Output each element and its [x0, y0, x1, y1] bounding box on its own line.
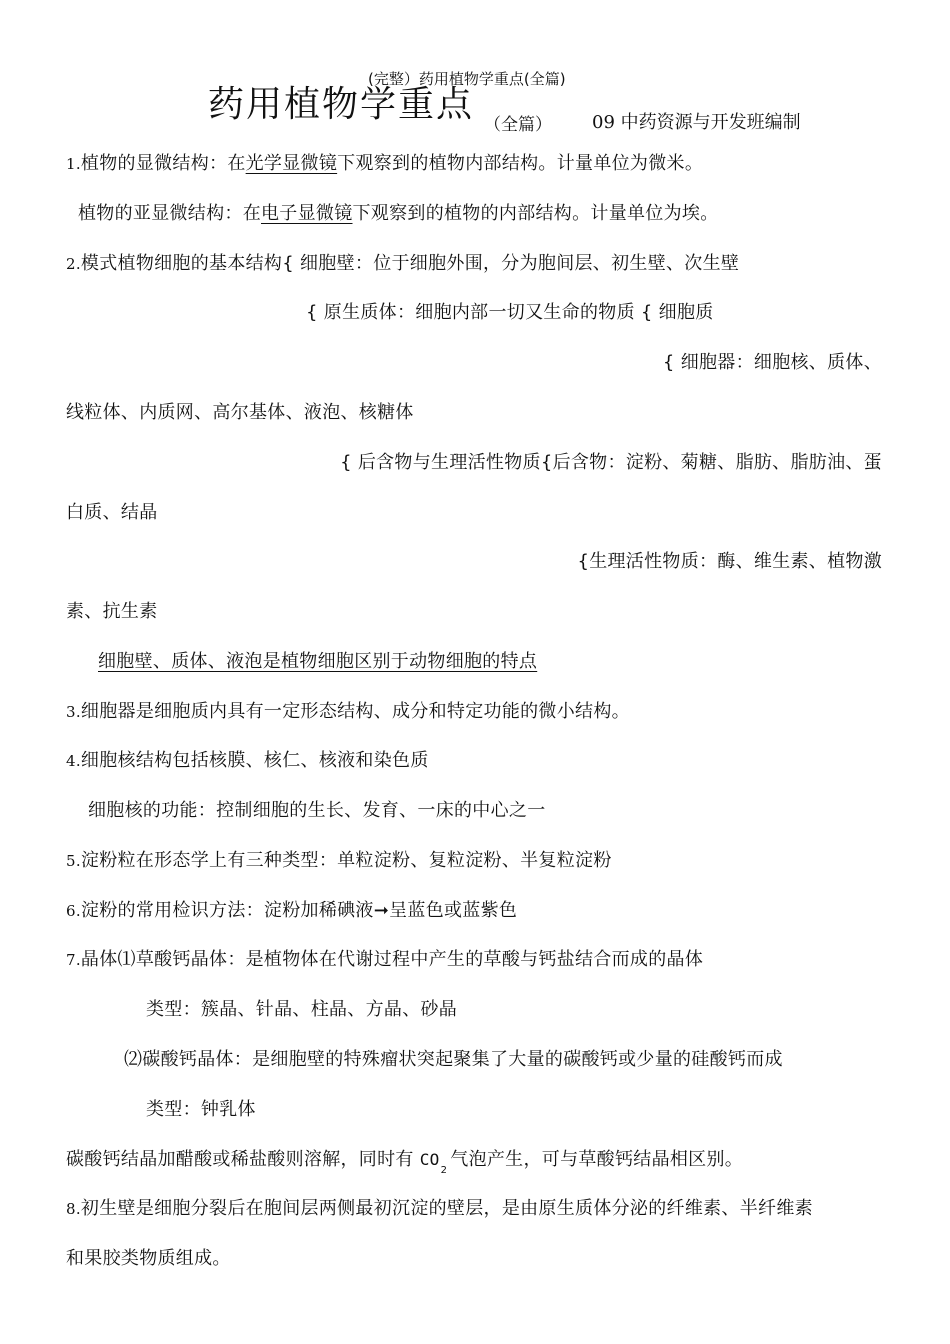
item-text: 植物的显微结构：在: [80, 153, 246, 174]
editor-label: 09 中药资源与开发班编制: [592, 112, 801, 133]
page-subtitle: （全篇）: [484, 115, 552, 135]
running-title: (完整）药用植物学重点(全篇): [368, 70, 566, 88]
page-title: 药用植物学重点: [208, 84, 475, 125]
item-number: 4.: [66, 752, 81, 770]
item-text: 初生壁是细胞分裂后在胞间层两侧最初沉淀的壁层，是由原生质体分泌的纤维素、半纤维素: [80, 1198, 813, 1219]
item-text: 碳酸钙结晶加醋酸或稀盐酸则溶解，同时有: [66, 1149, 420, 1170]
item-7-types: 类型：簇晶、针晶、柱晶、方晶、砂晶: [146, 999, 458, 1020]
item-6: [66, 899, 517, 923]
underlined-term: 光学显微镜: [245, 153, 338, 174]
item-number: 2.: [66, 255, 81, 273]
item-2-organelles-cont: 线粒体、内质网、高尔基体、液泡、核糖体: [66, 402, 414, 423]
item-2-protoplast: { 原生质体：细胞内部一切又生命的物质 { 细胞质: [306, 302, 714, 323]
item-text: 淀粉粒在形态学上有三种类型：单粒淀粉、复粒淀粉、半复粒淀粉: [80, 850, 612, 871]
item-text: 细胞器是细胞质内具有一定形态结构、成分和特定功能的微小结构。: [80, 701, 630, 722]
item-2-ergastic: { 后含物与生理活性物质{后含物：淀粉、菊糖、脂肪、脂肪油、蛋: [340, 452, 882, 473]
item-text: 晶体⑴草酸钙晶体：是植物体在代谢过程中产生的草酸与钙盐结合而成的晶体: [80, 949, 704, 970]
item-8: [66, 1197, 813, 1221]
item-number: 7.: [66, 951, 81, 969]
item-7-calcium-carbonate: ⑵碳酸钙晶体：是细胞壁的特殊瘤状突起聚集了大量的碳酸钙或少量的硅酸钙而成: [124, 1049, 783, 1070]
underlined-term: 电子显微镜: [261, 203, 353, 224]
item-2-ergastic-cont: 白质、结晶: [66, 502, 158, 523]
item-5: [66, 849, 612, 873]
item-2-bioactive-cont: 素、抗生素: [66, 601, 158, 622]
formula-subscript: 2: [440, 1165, 448, 1176]
item-text: 气泡产生，可与草酸钙结晶相区别。: [450, 1149, 744, 1170]
item-1: [66, 152, 703, 176]
item-7-note: [66, 1148, 743, 1175]
formula: CO: [419, 1150, 440, 1169]
item-text: 细胞核结构包括核膜、核仁、核液和染色质: [80, 750, 429, 771]
item-8-cont: 和果胶类物质组成。: [66, 1248, 231, 1269]
item-7: [66, 948, 703, 972]
item-2-organelles: { 细胞器：细胞核、质体、: [662, 352, 882, 373]
item-4-sub: 细胞核的功能：控制细胞的生长、发育、一床的中心之一: [88, 800, 546, 821]
item-text: 下观察到的植物的内部结构。计量单位为埃。: [352, 203, 719, 224]
item-text: 下观察到的植物内部结构。计量单位为微米。: [337, 153, 704, 174]
item-text: 模式植物细胞的基本结构{ 细胞壁：位于细胞外围，分为胞间层、初生壁、次生壁: [80, 253, 740, 274]
item-number: 5.: [66, 852, 81, 870]
item-number: 6.: [66, 902, 81, 920]
item-text: 植物的亚显微结构：在: [78, 203, 261, 224]
item-2-bioactive: {生理活性物质：酶、维生素、植物激: [577, 551, 882, 572]
item-7-types-2: 类型：钟乳体: [146, 1099, 256, 1120]
item-text: 淀粉的常用检识方法：淀粉加稀碘液➞呈蓝色或蓝紫色: [80, 900, 518, 921]
item-2-key-point: 细胞壁、质体、液泡是植物细胞区别于动物细胞的特点: [98, 651, 538, 672]
item-2: [66, 252, 739, 276]
item-3: [66, 700, 630, 724]
item-number: 1.: [66, 155, 81, 173]
item-number: 3.: [66, 703, 81, 721]
item-number: 8.: [66, 1200, 81, 1218]
item-1-sub: [78, 202, 719, 226]
item-4: [66, 749, 429, 773]
